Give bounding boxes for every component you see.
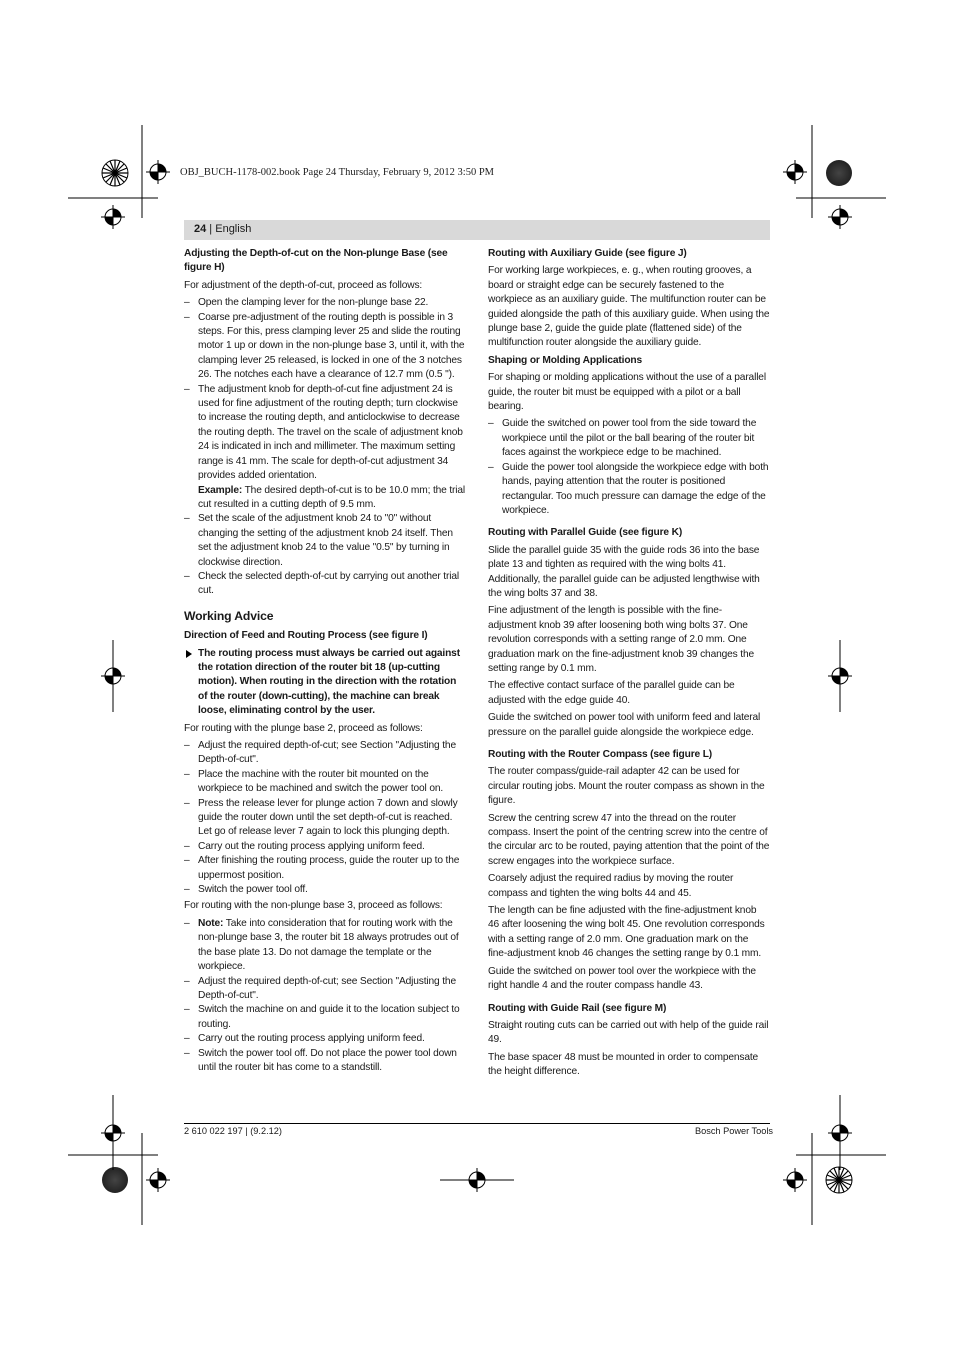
book-file-info: OBJ_BUCH-1178-002.book Page 24 Thursday, February 9, 2012 3:50 PM <box>180 167 495 178</box>
paragraph: Straight routing cuts can be carried out with help of the guide rail 49. <box>488 1019 769 1046</box>
paragraph: Fine adjustment of the length is possible with the fine-adjustment knob 39 after loosening both wing bolts 37. One revolution corresponds with a setting range of 2.0 mm. One graduation mark on the fine-adjustment knob 39 changes the setting range by 0.1 mm. <box>488 605 754 674</box>
paragraph: For routing with the non-plunge base 3, proceed as follows: <box>184 900 443 912</box>
list-item: – Switch the power tool off. <box>184 883 465 897</box>
paragraph: The length can be fine adjusted with the fine-adjustment knob 46 after loosening the wing bolt 45. One revolution corresponds with a setting range of 2.0 mm. One graduation mark on the fine-adjustment knob 46 changes the setting range by 0.1 mm. <box>488 905 765 960</box>
warning-triangle-icon <box>186 650 192 658</box>
paragraph: Screw the centring screw 47 into the thread on the router compass. Insert the point of the centring screw into the centre of the circular arc to be routed, paying attention that the point of the screw engages into the workpiece surface. <box>488 812 770 867</box>
list-item: – After finishing the routing process, guide the router up to the uppermost position. <box>184 854 465 883</box>
paragraph: For shaping or molding applications without the use of a parallel guide, the router bit must be equipped with a pilot or a ball bearing. <box>488 372 766 413</box>
left-column <box>184 247 465 1077</box>
paragraph: For working large workpieces, e. g., when routing grooves, a board or straight edge can be securely fastened to the workpiece as an auxiliary guide. The multifunction router can be guided alongside the path of this auxiliary guide. When using the plunge base 2, guide the guide plate (flattened side) of the multifunction router alongside the auxiliary guide. <box>488 265 770 349</box>
heading-direction-feed: Direction of Feed and Routing Process (see figure I) <box>184 630 428 642</box>
heading-guide-rail: Routing with Guide Rail (see figure M) <box>488 1002 667 1014</box>
list-item-text: The adjustment knob for depth-of-cut fine adjustment 24 is used for fine adjustment of the routing depth; turn clockwise to increase the routing depth, and anticlockwise to decrease the routing depth. The travel on the scale of adjustment knob 24 is indicated in inch and millimeter. The maximum setting range is 41 mm. The scale for depth-of-cut adjustment 34 provides added orientation. <box>198 383 463 482</box>
list-item <box>184 383 465 513</box>
footer-part-number: 2 610 022 197 | (9.2.12) <box>184 1126 282 1136</box>
list-item: – Carry out the routing process applying uniform feed. <box>184 840 465 854</box>
heading-auxiliary-guide: Routing with Auxiliary Guide (see figure J) <box>488 248 687 259</box>
paragraph: Guide the switched on power tool over the workpiece with the right handle 4 and the router compass handle 43. <box>488 965 756 992</box>
example-text: The desired depth-of-cut is to be 10.0 mm; the trial cut resulted in a cutting depth of 9.5 mm. <box>198 484 466 510</box>
right-column <box>488 247 770 1083</box>
list-item: – Press the release lever for plunge action 7 down and slowly guide the router down until the set depth-of-cut is reached. Let go of release lever 7 again to lock this plunging depth. <box>184 797 465 840</box>
footer-rule <box>184 1123 770 1124</box>
list-item: – Switch the power tool off. Do not place the power tool down until the router bit has come to a standstill. <box>184 1047 465 1076</box>
page-header-bar <box>184 220 770 240</box>
paragraph: Slide the parallel guide 35 with the guide rods 36 into the base plate 13 and tighten as required with the wing bolts 41. Additionally, the parallel guide can be adjusted lengthwise with the wing bolts 37 and 38. <box>488 544 760 599</box>
list-item: – Guide the power tool alongside the workpiece edge with both hands, paying attention that the router is positioned rectangular. Too much pressure can damage the edge of the workpiece. <box>488 461 770 519</box>
page-number: 24 <box>194 223 207 235</box>
paragraph: The effective contact surface of the parallel guide can be adjusted with the edge guide 40. <box>488 680 735 706</box>
heading-router-compass: Routing with the Router Compass (see figure L) <box>488 749 713 760</box>
note-label: Note: <box>198 917 224 929</box>
warning-note <box>184 647 465 719</box>
list-item: – Place the machine with the router bit mounted on the workpiece to be machined and switch the power tool on. <box>184 768 465 797</box>
note-text: Take into consideration that for routing work with the non-plunge base 3, the router bit 18 always protrudes out of the base plate 13. Do not damage the template or the workpiece. <box>198 917 459 973</box>
list-item <box>184 917 465 975</box>
paragraph: For adjustment of the depth-of-cut, proceed as follows: <box>184 279 423 291</box>
color-bar-top-left <box>102 160 128 186</box>
paragraph: The base spacer 48 must be mounted in order to compensate the height difference. <box>488 1051 759 1078</box>
heading-shaping: Shaping or Molding Applications <box>488 354 643 366</box>
plunge-steps-list <box>184 739 465 897</box>
example-label: Example: <box>198 484 243 496</box>
page-language: English <box>215 223 252 235</box>
list-item: – Switch the machine on and guide it to the location subject to routing. <box>184 1003 465 1032</box>
footer-brand: Bosch Power Tools <box>695 1126 773 1136</box>
list-item: – Guide the switched on power tool from the side toward the workpiece until the pilot or the ball bearing of the router bit faces against the workpiece edge to be machined. <box>488 417 770 460</box>
heading-adjust-depth: Adjusting the Depth-of-cut on the Non-plunge Base (see figure H) <box>184 248 448 274</box>
heading-working-advice: Working Advice <box>184 608 274 623</box>
paragraph: Guide the switched on power tool with uniform feed and lateral pressure on the parallel guide alongside the workpiece edge. <box>488 712 761 738</box>
paragraph: The router compass/guide-rail adapter 42 can be used for circular routing jobs. Mount the router compass as shown in the figure. <box>488 766 765 807</box>
list-item: – Adjust the required depth-of-cut; see Section "Adjusting the Depth-of-cut". <box>184 739 465 768</box>
page-header: 24 | English <box>194 223 252 235</box>
adjust-steps-list <box>184 296 465 599</box>
paragraph: Coarsely adjust the required radius by moving the router compass and tighten the wing bolts 44 and 45. <box>488 873 734 899</box>
nonplunge-steps-list <box>184 917 465 1075</box>
paragraph: For routing with the plunge base 2, proceed as follows: <box>184 722 423 734</box>
list-item: – Check the selected depth-of-cut by carrying out another trial cut. <box>184 570 465 599</box>
heading-parallel-guide: Routing with Parallel Guide (see figure K) <box>488 527 683 539</box>
shaping-steps-list <box>488 417 770 518</box>
warning-text: The routing process must always be carried out against the rotation direction of the router bit 18 (up-cutting motion). When routing in the direction with the rotation of the router (down-cutting), the machine can break loose, eliminating control by the user. <box>198 647 460 717</box>
list-item: – Coarse pre-adjustment of the routing depth is possible in 3 steps. For this, press clamping lever 25 and slide the routing motor 1 up or down in the non-plunge base 3, until it, with the clamping lever 25 released, is locked in one of the 3 notches 26. The notches each have a clearance of 12.7 mm (0.5 "). <box>184 311 465 383</box>
list-item: – Adjust the required depth-of-cut; see Section "Adjusting the Depth-of-cut". <box>184 975 465 1004</box>
list-item: – Set the scale of the adjustment knob 24 to "0" without changing the setting of the adjustment knob 24 itself. Then set the adjustment knob 24 to the value "0.5" by turning in clockwise direction. <box>184 512 465 570</box>
list-item: – Carry out the routing process applying uniform feed. <box>184 1032 465 1046</box>
list-item: – Open the clamping lever for the non-plunge base 22. <box>184 296 465 310</box>
